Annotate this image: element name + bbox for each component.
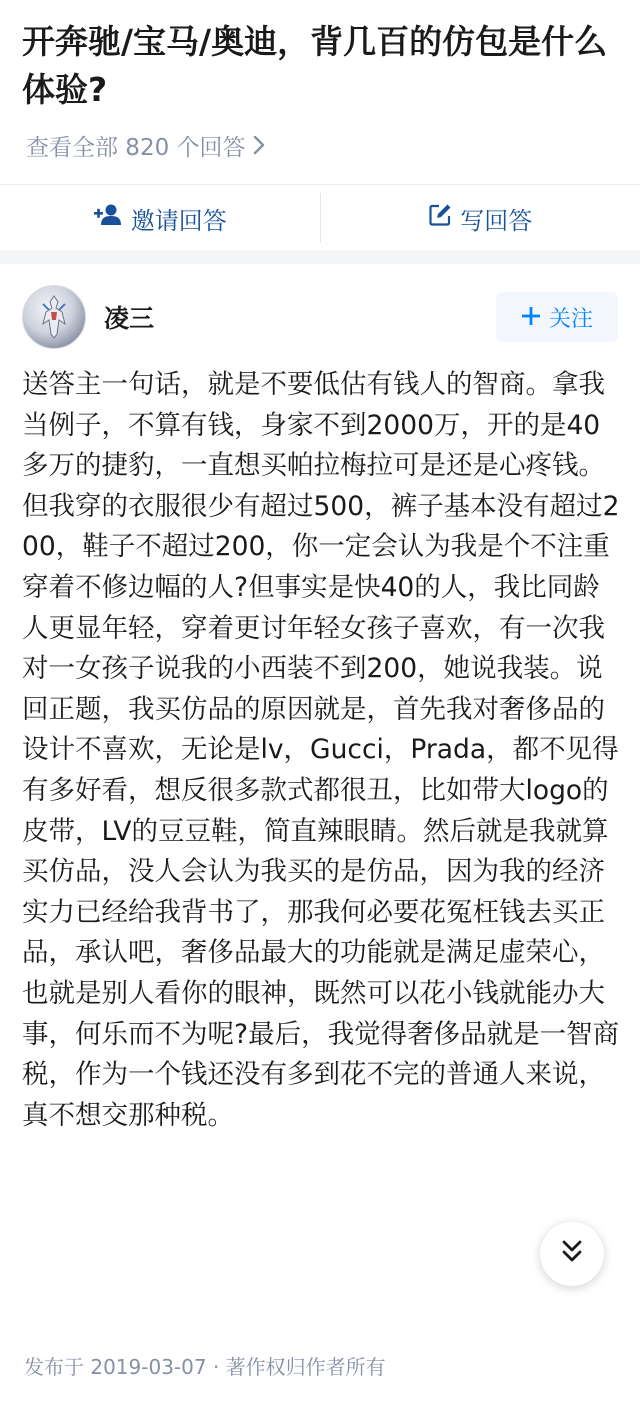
view-all-answers-link[interactable]	[26, 130, 266, 166]
answer-content: 送答主一句话，就是不要低估有钱人的智商。拿我当例子，不算有钱，身家不到2000万，开的是40多万的捷豹，一直想买帕拉梅拉可是还是心疼钱。但我穿的衣服很少有超过500，裤子基本没有超过200，鞋子不超过200，你一定会认为我是个不注重穿着不修边幅的人?但事实是快40的人，我比同龄人更显年轻，穿着更讨年轻女孩子喜欢，有一次我对一女孩子说我的小西装不到200，她说我装。说回正题，我买仿品的原因就是，首先我对奢侈品的设计不喜欢，无论是lv，Gucci，Prada，都不见得有多好看，想反很多款式都很丑，比如带大logo的皮带，LV的豆豆鞋，简直辣眼睛。然后就是我就算买仿品，没人会认为我买的是仿品，因为我的经济实力已经给我背书了，那我何必要花冤枉钱去买正品，承认吧，奢侈品最大的功能就是满足虚荣心，也就是别人看你的眼神，既然可以花小钱就能办大事，何乐而不为呢?最后，我觉得奢侈品就是一智商税，作为一个钱还没有多到花不完的普通人来说，真不想交那种税。	[22, 369, 620, 1131]
question-title[interactable]: 开奔驰/宝马/奥迪，背几百的仿包是什么体验?	[22, 22, 608, 109]
view-all-label: 查看全部 820 个回答	[26, 135, 246, 161]
chevron-right-icon	[252, 130, 266, 166]
add-person-icon	[93, 203, 123, 233]
invite-answer-label: 邀请回答	[130, 206, 227, 235]
invite-answer-button[interactable]	[0, 185, 320, 251]
section-separator	[0, 250, 640, 264]
author-row	[22, 282, 618, 352]
double-chevron-down-icon	[560, 1239, 584, 1269]
robot-figure-icon	[41, 294, 67, 340]
edit-icon	[428, 203, 452, 233]
write-answer-label: 写回答	[460, 206, 533, 235]
follow-button[interactable]	[496, 292, 618, 342]
plus-icon	[521, 303, 541, 331]
author-name[interactable]: 凌三	[104, 304, 155, 333]
write-answer-button[interactable]	[321, 185, 640, 251]
avatar[interactable]	[22, 285, 86, 349]
follow-label: 关注	[548, 306, 593, 332]
publish-info: 发布于 2019-03-07 · 著作权归作者所有	[24, 1355, 386, 1379]
scroll-down-button[interactable]	[540, 1222, 604, 1286]
answer-action-bar	[0, 184, 640, 251]
